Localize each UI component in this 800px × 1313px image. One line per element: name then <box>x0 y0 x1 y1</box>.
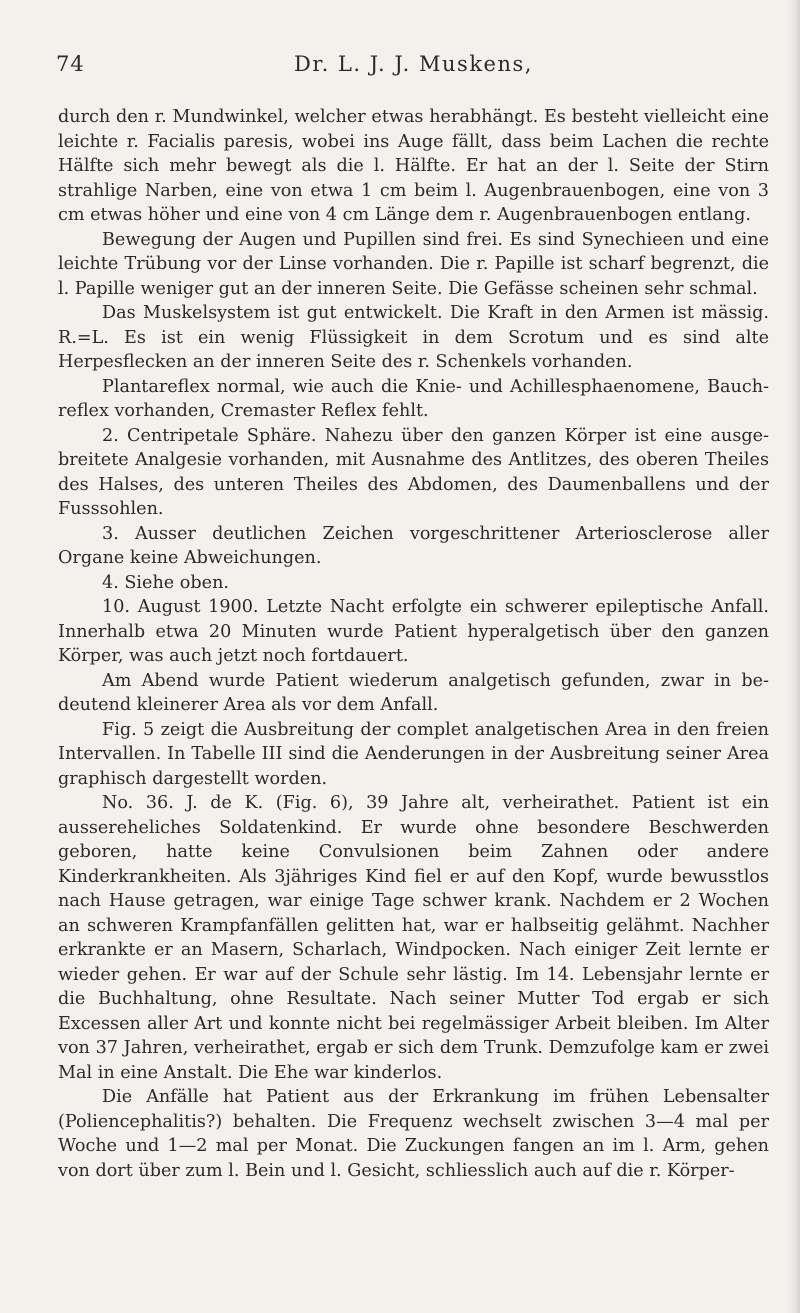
paragraph-fig-5: Fig. 5 zeigt die Ausbreitung der complet analgetischen Area in den freien Intervallen. In Tabelle III sind die Aenderungen in der Ausbreitung seiner Area graphisch dargestellt worden. <box>58 719 769 789</box>
text-body <box>58 105 769 1183</box>
page-header <box>56 52 771 82</box>
paragraph-august-1900: 10. August 1900. Letzte Nacht erfolgte ein schwerer epileptische Anfall. Innerhalb etwa 20 Minuten wurde Patient hyperalgetisch über den ganzen Körper, was auch jetzt noch fortdauert. <box>58 597 769 666</box>
paragraph-see-above: 4. Siehe oben. <box>102 572 229 593</box>
page-number: 74 <box>56 52 85 76</box>
page-edge-shadow <box>786 0 800 1313</box>
paragraph-evening: Am Abend wurde Patient wiederum analgetisch gefunden, zwar in bedeutend kleinerer Area als vor dem Anfall. <box>58 670 769 715</box>
paragraph-eyes: Bewegung der Augen und Pupillen sind frei. Es sind Synechieen und eine leichte Trübung vor der Linse vorhanden. Die r. Papille ist scharf begrenzt, die l. Papille weniger gut an der inneren Seite. Die Gefässe scheinen sehr schmal. <box>58 229 769 299</box>
running-head: Dr. L. J. J. Muskens, <box>294 52 533 76</box>
paragraph-muscles: Das Muskelsystem ist gut entwickelt. Die Kraft in den Armen ist mässig. R.=L. Es ist ein wenig Flüssigkeit in dem Scrotum und es sind alte Herpesflecken an der inneren Seite des r. Schenkels vorhanden. <box>58 303 769 372</box>
paragraph-centripetal-sphere: 2. Centripetale Sphäre. Nahezu über den ganzen Körper ist eine ausgebreitete Analgesie vorhanden, mit Ausnahme des Antlitzes, des oberen Theiles des Halses, des unteren Theiles des Abdomen, des Daumenballens und der Fusssohlen. <box>58 425 769 519</box>
paragraph-organs: 3. Ausser deutlichen Zeichen vorgeschrittener Arteriosclerose aller Organe keine Abweichungen. <box>58 523 769 568</box>
paragraph-reflexes: Plantareflex normal, wie auch die Knie- und Achillesphaenomene, Bauchreflex vorhanden, Cremaster Reflex fehlt. <box>58 376 769 421</box>
paragraph-seizures: Die Anfälle hat Patient aus der Erkrankung im frühen Lebensalter (Poliencephalitis?) behalten. Die Frequenz wechselt zwischen 3—4 mal per Woche und 1—2 mal per Monat. Die Zuckungen fangen an im l. Arm, gehen von dort über zum l. Bein und l. Gesicht, schliesslich auch auf die r. Körper- <box>58 1087 769 1181</box>
paragraph-facial-findings: durch den r. Mundwinkel, welcher etwas herabhängt. Es besteht vielleicht eine leichte r. Facialis paresis, wobei ins Auge fällt, dass beim Lachen die rechte Hälfte sich mehr bewegt als die l. Hälfte. Er hat an der l. Seite der Stirn strahlige Narben, eine von etwa 1 cm beim l. Augenbrauenbogen, eine von 3 cm etwas höher und eine von 4 cm Länge dem r. Augenbrauenbogen entlang. <box>58 107 769 225</box>
paragraph-case-36: No. 36. J. de K. (Fig. 6), 39 Jahre alt, verheirathet. Patient ist ein aussereheliches Soldatenkind. Er wurde ohne besondere Beschwerden geboren, hatte keine Convulsionen beim Zahnen oder andere Kinderkrankheiten. Als 3jähriges Kind fiel er auf den Kopf, wurde bewusstlos nach Hause getragen, war einige Tage schwer krank. Nachdem er 2 Wochen an schweren Krampfanfällen gelitten hat, war er halbseitig gelähmt. Nachher erkrankte er an Masern, Scharlach, Windpocken. Nach einiger Zeit lernte er wieder gehen. Er war auf der Schule sehr lästig. Im 14. Lebensjahr lernte er die Buchhaltung, ohne Resultate. Nach seiner Mutter Tod ergab er sich Excessen aller Art und konnte nicht bei regelmässiger Arbeit bleiben. Im Alter von 37 Jahren, verheirathet, ergab er sich dem Trunk. Demzufolge kam er zwei Mal in eine Anstalt. Die Ehe war kinderlos. <box>58 793 769 1083</box>
